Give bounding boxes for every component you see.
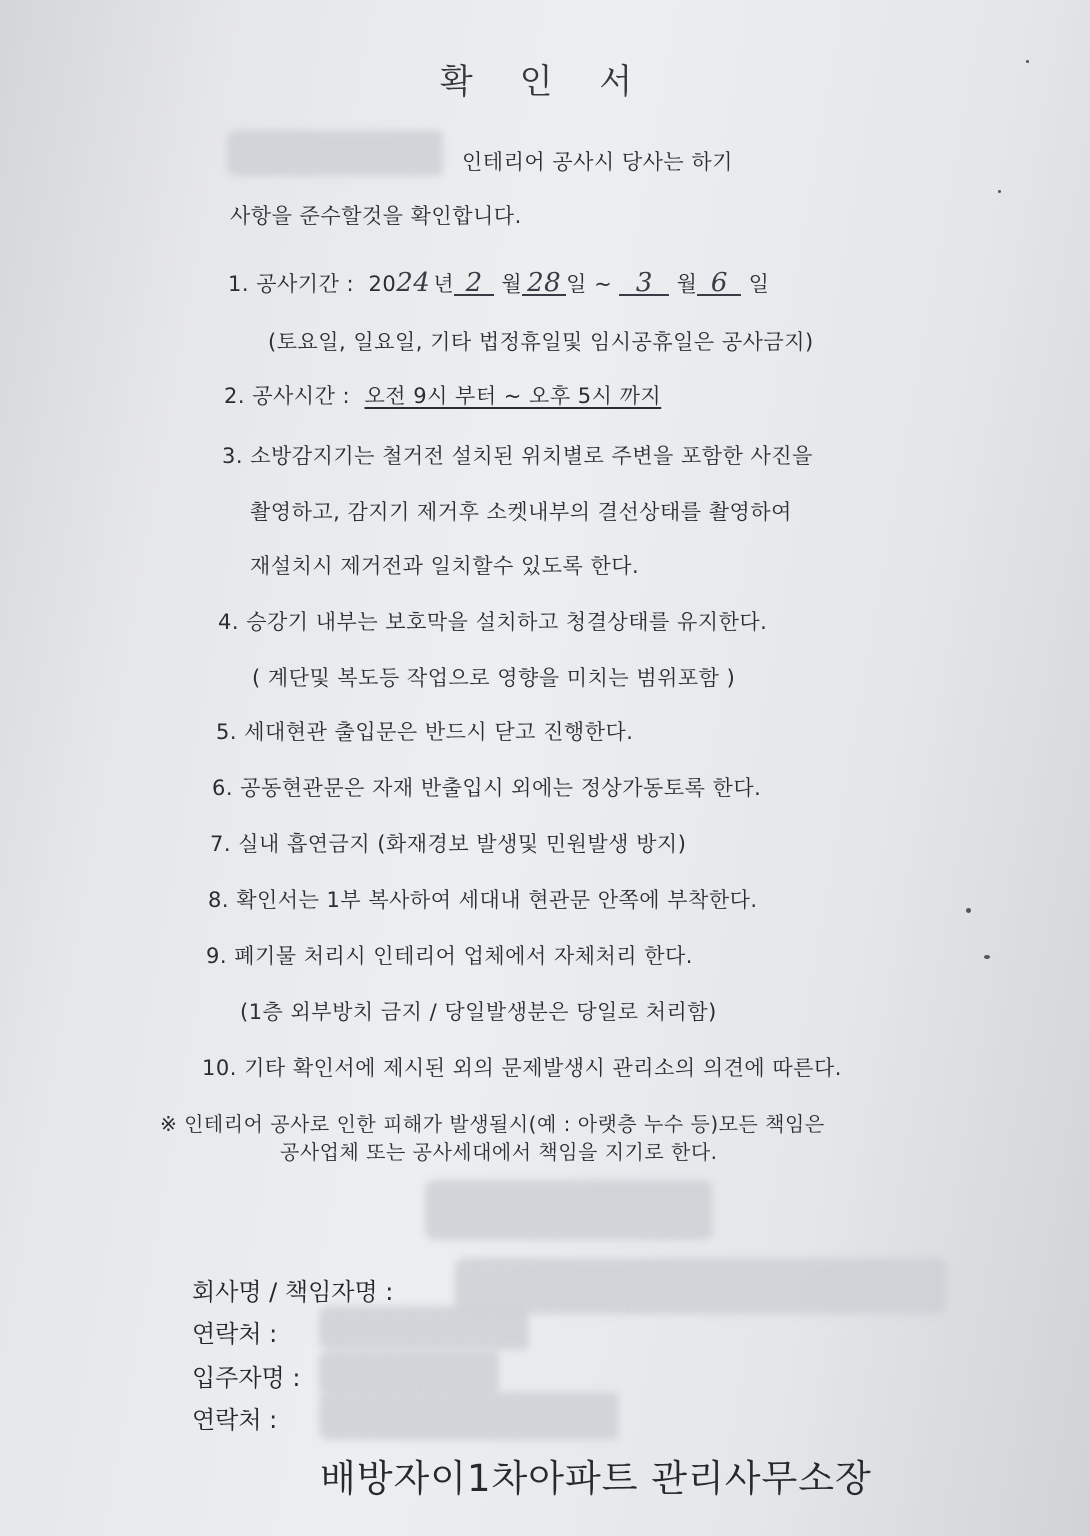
redacted-contact-1 [320,1306,530,1350]
handwritten-end-month: 3 [619,272,669,296]
handwritten-year: 24 [396,268,431,298]
item-1-period [228,268,769,298]
year-prefix: 20 [368,272,397,296]
handwritten-start-day: 28 [522,272,566,296]
contact-label-2: 연락처 : [192,1406,278,1434]
redacted-resident-name [320,1350,500,1396]
month-word-1: 월 [501,272,523,296]
item-6: 6. 공동현관문은 자재 반출입시 외에는 정상가동토록 한다. [212,776,762,800]
paper-speck [1026,60,1029,63]
company-responsible-label: 회사명 / 책임자명 : [192,1278,394,1306]
item-8: 8. 확인서는 1부 복사하여 세대내 현관문 안쪽에 부착한다. [208,888,758,912]
redacted-company-name [456,1258,946,1314]
item-4-line-2: ( 계단및 복도등 작업으로 영향을 미치는 범위포함 ) [252,666,736,690]
contact-label-1: 연락처 : [192,1320,278,1348]
office-manager-footer: 배방자이1차아파트 관리사무소장 [320,1457,872,1500]
item-1-label: 1. 공사기간 : [228,272,355,296]
paper-speck [966,908,971,913]
paper-speck [998,190,1001,193]
item-5: 5. 세대현관 출입문은 반드시 닫고 진행한다. [216,720,634,744]
notice-line-1: ※ 인테리어 공사로 인한 피해가 발생될시(예 : 아랫층 누수 등)모든 책임은 [160,1112,825,1136]
intro-line-1: 인테리어 공사시 당사는 하기 [462,150,733,174]
day-word-2: 일 [748,272,770,296]
day-word-1: 일 ~ [566,272,613,296]
redacted-recipient [228,130,444,176]
item-2-label: 2. 공사시간 : [224,384,351,408]
redacted-stamp [426,1180,712,1240]
handwritten-start-month: 2 [454,272,494,296]
resident-name-label: 입주자명 : [192,1364,301,1392]
notice-line-2: 공사업체 또는 공사세대에서 책임을 지기로 한다. [280,1140,718,1164]
item-10: 10. 기타 확인서에 제시된 외의 문제발생시 관리소의 의견에 따른다. [202,1056,842,1080]
item-2-hours [224,380,661,410]
item-9-line-1: 9. 폐기물 처리시 인테리어 업체에서 자체처리 한다. [206,944,693,968]
item-1-note: (토요일, 일요일, 기타 법정휴일및 임시공휴일은 공사금지) [268,330,814,354]
item-3-line-3: 재설치시 제거전과 일치할수 있도록 한다. [250,554,640,578]
paper-speck [984,955,990,959]
item-3-line-2: 촬영하고, 감지기 제거후 소켓내부의 결선상태를 촬영하여 [250,500,792,524]
intro-line-2: 사항을 준수할것을 확인합니다. [230,204,522,228]
item-7: 7. 실내 흡연금지 (화재경보 발생및 민원발생 방지) [210,832,687,856]
year-suffix: 년 [433,272,455,296]
item-2-value: 오전 9시 부터 ~ 오후 5시 까지 [364,384,662,408]
item-4-line-1: 4. 승강기 내부는 보호막을 설치하고 청결상태를 유지한다. [218,610,768,634]
month-word-2: 월 [676,272,698,296]
item-9-line-2: (1층 외부방치 금지 / 당일발생분은 당일로 처리함) [240,1000,717,1024]
item-3-line-1: 3. 소방감지기는 철거전 설치된 위치별로 주변을 포함한 사진을 [222,444,813,468]
handwritten-end-day: 6 [697,272,741,296]
redacted-contact-2 [320,1392,620,1440]
document-title: 확 인 서 [439,62,651,102]
